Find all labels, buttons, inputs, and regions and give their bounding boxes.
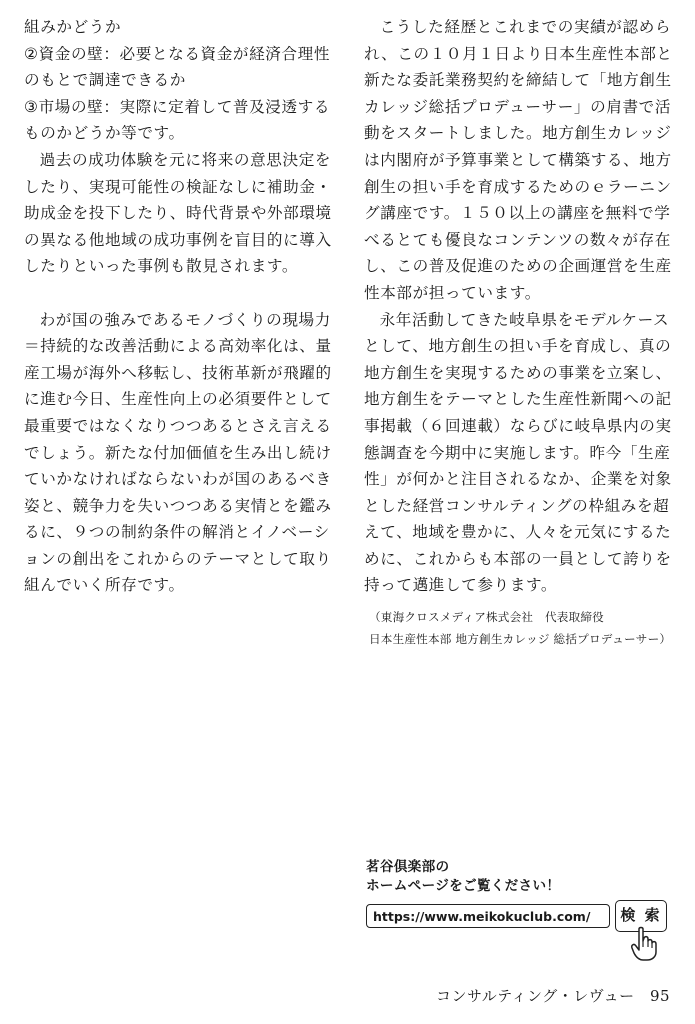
homepage-banner [366,858,676,968]
paragraph: ②資金の壁：必要となる資金が経済合理性のもとで調達できるか [24,44,331,90]
publication-name: コンサルティング・レヴュー [436,987,635,1005]
signature-line-1: （東海クロスメディア株式会社 代表取締役 [369,610,604,624]
paragraph-gap [24,280,334,307]
paragraph: こうした経歴とこれまでの実績が認められ、この１０月１日より日本生産性本部と新たな委託業務契約を締結して「地方創生カレッジ総括プロデューサー」の肩書で活動をスタートしました。地方創生カレッジは内閣府が予算事業として構築する、地方創生の担い手を育成するためのｅラーニング講座です。１５０以上の講座を無料で学べるとても優良なコンテンツの数々が存在し、この普及促進のための企画運営を生産性本部が担っています。 [364,18,673,302]
paragraph: 永年活動してきた岐阜県をモデルケースとして、地方創生の担い手を育成し、真の地方創生を実現するための事業を立案し、地方創生をテーマとした生産性新聞への記事掲載（６回連載）ならびに岐阜県内の実態調査を今期中に実施します。昨今「生産性」が何かと注目されるなか、企業を対象とした経営コンサルティングの枠組みを超えて、地域を豊かに、人々を元気にするために、これからも本部の一員として誇りを持って邁進して参ります。 [364,310,672,595]
banner-line-2: ホームページをご覧ください！ [366,878,561,894]
page-footer [436,985,670,1006]
right-column [364,14,674,599]
paragraph: 過去の成功体験を元に将来の意思決定をしたり、実現可能性の検証なしに補助金・助成金を投下したり、時代背景や外部環境の異なる他地域の成功事例を盲目的に導入したりといった事例も散見されます。 [24,150,332,276]
search-button[interactable]: 検 索 [615,900,667,932]
banner-line-1: 茗谷倶楽部の [366,859,450,875]
pointer-hand-icon [630,926,660,962]
paragraph: ③市場の壁：実際に定着して普及浸透するものかどうか等です。 [24,97,331,143]
signature-line-2: 日本生産性本部 地方創生カレッジ 総括プロデューサー） [369,632,672,646]
page-number: 95 [649,987,671,1005]
url-field[interactable]: https://www.meikokuclub.com/ [366,904,610,928]
left-column [24,14,334,599]
paragraph: 組みかどうか [24,18,122,36]
paragraph: わが国の強みであるモノづくりの現場力＝持続的な改善活動による高効率化は、量産工場が海外へ移転し、技術革新が飛躍的に進む今日、生産性向上の必須要件として最重要ではなくなりつつあるとさえ言えるでしょう。新たな付加価値を生み出し続けていかなければならないわが国のあるべき姿と、競争力を失いつつある実情とを鑑みるに、９つの制約条件の解消とイノベーションの創出をこれからのテーマとして取り組んでいく所存です。 [24,310,332,595]
author-signature [369,606,671,650]
